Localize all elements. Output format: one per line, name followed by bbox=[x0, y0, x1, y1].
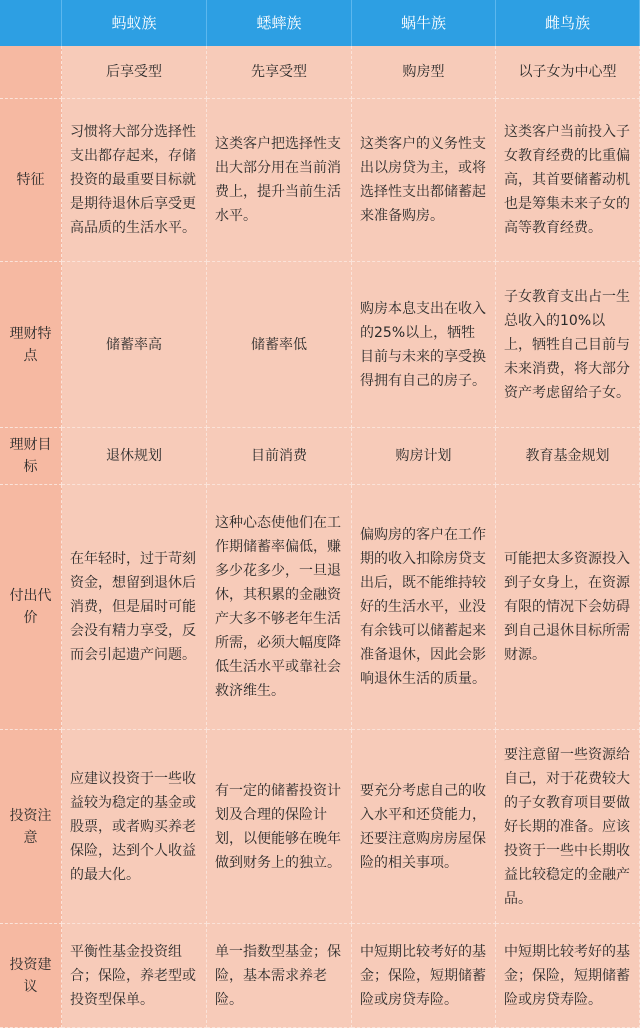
cell-finance-feature-ant: 储蓄率高 bbox=[62, 262, 207, 428]
cell-finance-goal-bird: 教育基金规划 bbox=[496, 428, 640, 485]
cell-cost-snail: 偏购房的客户在工作期的收入扣除房贷支出后，既不能维持较好的生活水平，业没有余钱可以储蓄起来准备退休，因此会影响退休生活的质量。 bbox=[352, 485, 496, 730]
cell-invest-advice-ant: 平衡性基金投资组合；保险，养老型或投资型保单。 bbox=[62, 924, 207, 1028]
cell-finance-goal-ant: 退休规划 bbox=[62, 428, 207, 485]
cell-invest-note-cricket: 有一定的储蓄投资计划及合理的保险计划，以便能够在晚年做到财务上的独立。 bbox=[207, 730, 352, 924]
cell-invest-advice-snail: 中短期比较考好的基金；保险，短期储蓄险或房贷寿险。 bbox=[352, 924, 496, 1028]
table-row-finance-feature bbox=[0, 262, 640, 428]
cell-cost-bird: 可能把太多资源投入到子女身上，在资源有限的情况下会妨碍到自己退休目标所需财源。 bbox=[496, 485, 640, 730]
table-row-invest-note bbox=[0, 730, 640, 924]
row-label-type bbox=[0, 46, 62, 99]
cell-finance-goal-cricket: 目前消费 bbox=[207, 428, 352, 485]
table-row-finance-goal bbox=[0, 428, 640, 485]
header-cricket: 蟋蟀族 bbox=[207, 0, 352, 46]
cell-feature-snail: 这类客户的义务性支出以房贷为主，或将选择性支出都储蓄起来准备购房。 bbox=[352, 99, 496, 262]
cell-type-snail: 购房型 bbox=[352, 46, 496, 99]
cell-feature-ant: 习惯将大部分选择性支出都存起来，存储投资的最重要目标就是期待退休后享受更高品质的生活水平。 bbox=[62, 99, 207, 262]
cell-finance-feature-cricket: 储蓄率低 bbox=[207, 262, 352, 428]
header-corner bbox=[0, 0, 62, 46]
table-row-type bbox=[0, 46, 640, 99]
cell-finance-feature-snail: 购房本息支出在收入的25%以上，牺牲目前与未来的享受换得拥有自己的房子。 bbox=[352, 262, 496, 428]
table-row-cost bbox=[0, 485, 640, 730]
row-label-invest-note: 投资注意 bbox=[0, 730, 62, 924]
cell-cost-cricket: 这种心态使他们在工作期储蓄率偏低，赚多少花多少，一旦退休，其积累的金融资产大多不够老年生活所需，必须大幅度降低生活水平或靠社会救济维生。 bbox=[207, 485, 352, 730]
table-header bbox=[0, 0, 640, 46]
row-label-finance-feature: 理财特点 bbox=[0, 262, 62, 428]
cell-invest-note-snail: 要充分考虑自己的收入水平和还贷能力，还要注意购房房屋保险的相关事项。 bbox=[352, 730, 496, 924]
cell-cost-ant: 在年轻时，过于苛刻资金，想留到退休后消费，但是届时可能会没有精力享受，反而会引起遗产问题。 bbox=[62, 485, 207, 730]
row-label-finance-goal: 理财目标 bbox=[0, 428, 62, 485]
cell-invest-note-ant: 应建议投资于一些收益较为稳定的基金或股票，或者购买养老保险，达到个人收益的最大化。 bbox=[62, 730, 207, 924]
cell-feature-bird: 这类客户当前投入子女教育经费的比重偏高，其首要储蓄动机也是筹集未来子女的高等教育经费。 bbox=[496, 99, 640, 262]
cell-feature-cricket: 这类客户把选择性支出大部分用在当前消费上，提升当前生活水平。 bbox=[207, 99, 352, 262]
row-label-invest-advice: 投资建议 bbox=[0, 924, 62, 1028]
table-row-invest-advice bbox=[0, 924, 640, 1028]
cell-finance-feature-bird: 子女教育支出占一生总收入的10%以上，牺牲自己目前与未来消费，将大部分资产考虑留给子女。 bbox=[496, 262, 640, 428]
cell-invest-note-bird: 要注意留一些资源给自己，对于花费较大的子女教育项目要做好长期的准备。应该投资于一些中长期收益比较稳定的金融产品。 bbox=[496, 730, 640, 924]
cell-invest-advice-cricket: 单一指数型基金；保险，基本需求养老险。 bbox=[207, 924, 352, 1028]
header-ant: 蚂蚁族 bbox=[62, 0, 207, 46]
cell-type-cricket: 先享受型 bbox=[207, 46, 352, 99]
header-bird: 雌鸟族 bbox=[496, 0, 640, 46]
row-label-feature: 特征 bbox=[0, 99, 62, 262]
header-snail: 蜗牛族 bbox=[352, 0, 496, 46]
row-label-cost: 付出代价 bbox=[0, 485, 62, 730]
cell-type-bird: 以子女为中心型 bbox=[496, 46, 640, 99]
cell-finance-goal-snail: 购房计划 bbox=[352, 428, 496, 485]
table-row-feature bbox=[0, 99, 640, 262]
cell-invest-advice-bird: 中短期比较考好的基金；保险，短期储蓄险或房贷寿险。 bbox=[496, 924, 640, 1028]
cell-type-ant: 后享受型 bbox=[62, 46, 207, 99]
